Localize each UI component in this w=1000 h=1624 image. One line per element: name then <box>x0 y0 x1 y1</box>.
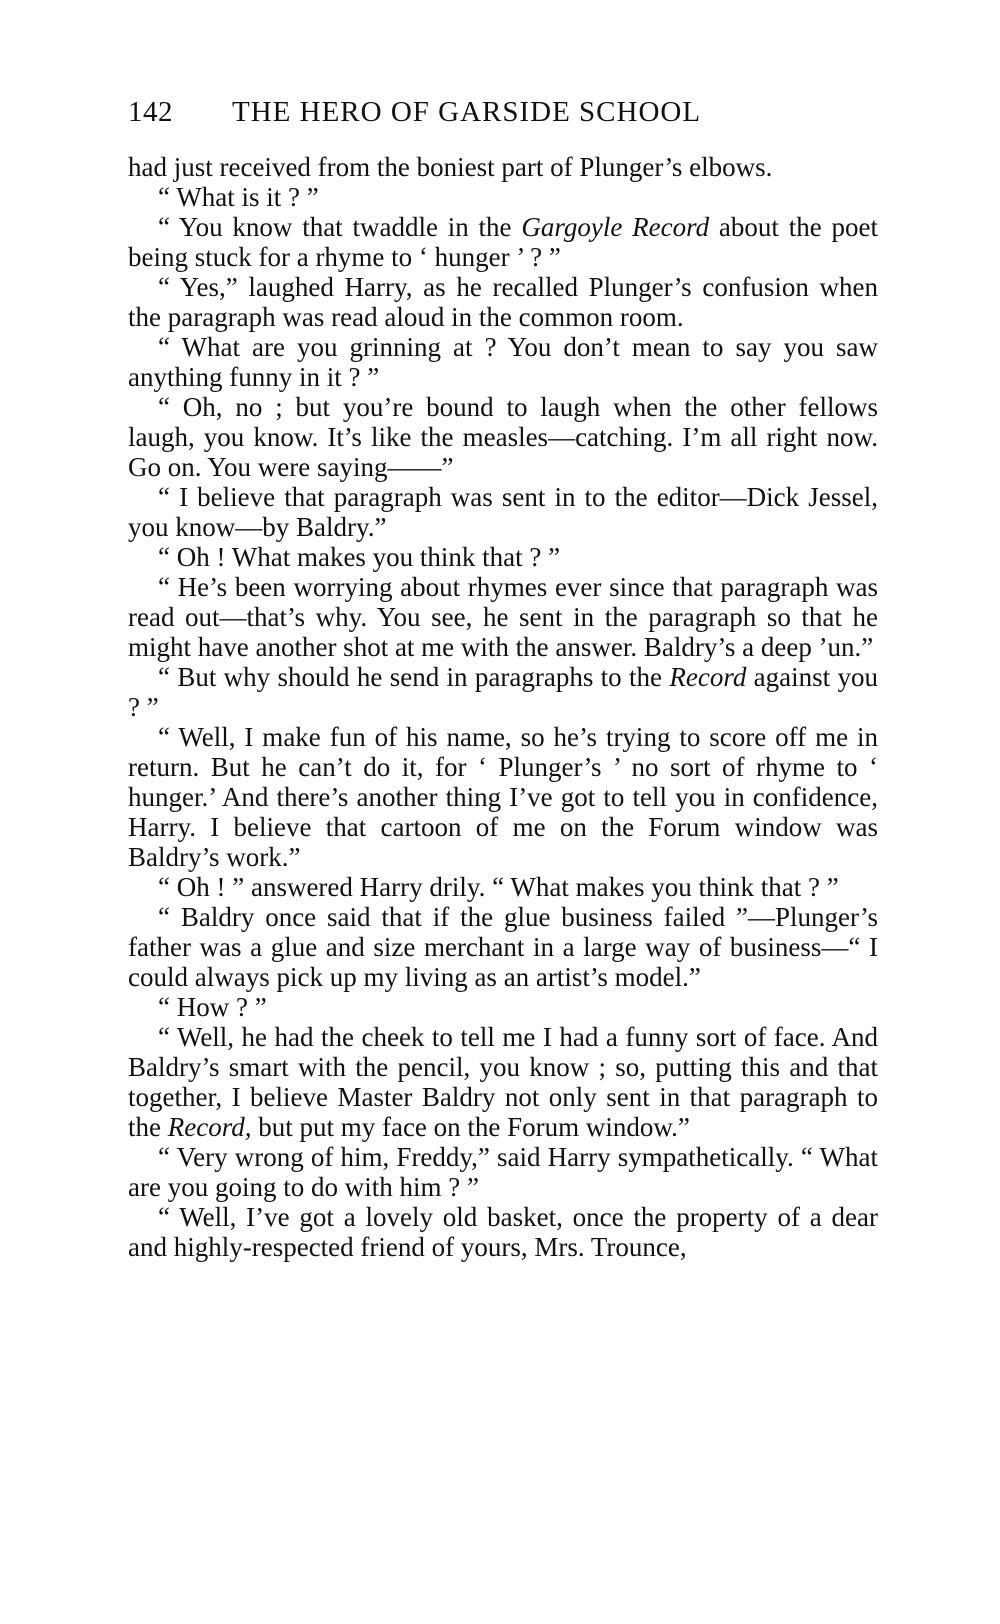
text-span: “ How ? ” <box>158 992 267 1022</box>
text-span: “ Baldry once said that if the glue business failed ”—Plunger’s father was a glue and size merchant in a large way of business—“ I could always pick up my living as an artist’s model.” <box>128 902 878 992</box>
paragraph <box>128 872 878 902</box>
text-span: but put my face on the Forum window.” <box>251 1112 690 1142</box>
paragraph <box>128 992 878 1022</box>
text-span: “ Well, I’ve got a lovely old basket, once the property of a dear and highly-respected friend of yours, Mrs. Trounce, <box>128 1202 878 1262</box>
text-span: “ Oh ! What makes you think that ? ” <box>158 542 561 572</box>
page-number: 142 <box>128 96 173 128</box>
text-span: “ Oh ! ” answered Harry drily. “ What makes you think that ? ” <box>158 872 839 902</box>
paragraph <box>128 182 878 212</box>
text-span: “ You know that twaddle in the <box>158 212 522 242</box>
text-span: had just received from the boniest part of Plunger’s elbows. <box>128 152 773 182</box>
paragraph <box>128 152 878 182</box>
paragraph <box>128 272 878 332</box>
text-span: “ But why should he send in paragraphs to the <box>158 662 670 692</box>
text-span: “ Well, he had the cheek to tell me I had a funny sort of face. And Baldry’s smart with the pencil, you know ; so, putting this and that together, I believe Master Baldry not only sent in that paragraph to the <box>128 1022 878 1142</box>
paragraph <box>128 902 878 992</box>
text-span: “ Well, I make fun of his name, so he’s trying to score off me in return. But he can’t do it, for ‘ Plunger’s ’ no sort of rhyme to ‘ hunger.’ And there’s another thing I’ve got to tell you in confidence, Harry. I believe that cartoon of me on the Forum window was Baldry’s work.” <box>128 722 878 872</box>
paragraph <box>128 662 878 722</box>
book-page <box>128 96 878 1262</box>
italic-title: Record <box>669 662 747 692</box>
body-text <box>128 152 878 1262</box>
paragraph <box>128 1202 878 1262</box>
paragraph <box>128 332 878 392</box>
italic-title: Gargoyle Record <box>521 212 710 242</box>
text-span: about the poet being stuck for a rhyme to ‘ hunger ’ ? ” <box>128 212 878 272</box>
text-span: “ Very wrong of him, Freddy,” said Harry sympathetically. “ What are you going to do with him ? ” <box>128 1142 878 1202</box>
italic-title: Record, <box>167 1112 252 1142</box>
paragraph <box>128 1142 878 1202</box>
text-span: “ Oh, no ; but you’re bound to laugh when the other fellows laugh, you know. It’s like the measles—catching. I’m all right now. Go on. You were saying——” <box>128 392 878 482</box>
running-title: THE HERO OF GARSIDE SCHOOL <box>232 96 702 128</box>
text-span: “ What is it ? ” <box>158 182 319 212</box>
text-span: “ What are you grinning at ? You don’t mean to say you saw anything funny in it ? ” <box>128 332 878 392</box>
page-header <box>128 96 878 142</box>
paragraph <box>128 542 878 572</box>
text-span: “ I believe that paragraph was sent in to the editor—Dick Jessel, you know—by Baldry.” <box>128 482 878 542</box>
paragraph <box>128 482 878 542</box>
paragraph <box>128 722 878 872</box>
paragraph <box>128 572 878 662</box>
text-span: against you ? ” <box>128 662 878 722</box>
text-span: “ Yes,” laughed Harry, as he recalled Plunger’s confusion when the paragraph was read aloud in the common room. <box>128 272 878 332</box>
paragraph <box>128 212 878 272</box>
text-span: “ He’s been worrying about rhymes ever since that paragraph was read out—that’s why. You see, he sent in the paragraph so that he might have another shot at me with the answer. Baldry’s a deep ’un.” <box>128 572 878 662</box>
paragraph <box>128 1022 878 1142</box>
paragraph <box>128 392 878 482</box>
